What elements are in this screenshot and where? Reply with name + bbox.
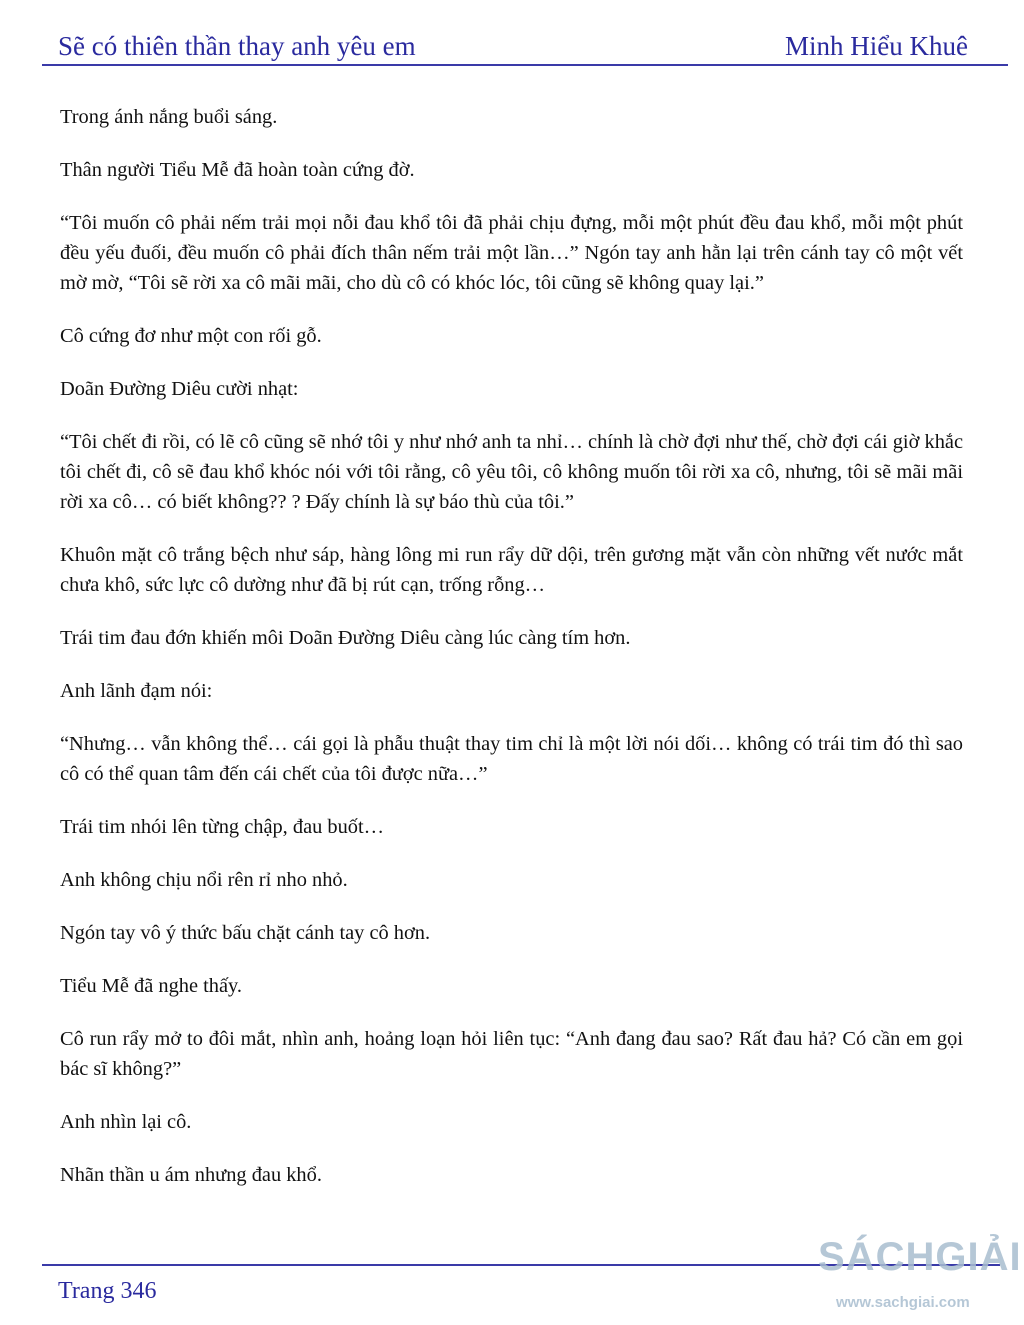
paragraph: Thân người Tiểu Mễ đã hoàn toàn cứng đờ. (60, 159, 415, 181)
site-watermark (810, 1222, 1024, 1322)
paragraph: Trong ánh nắng buổi sáng. (60, 106, 278, 128)
page-number: Trang 346 (58, 1278, 157, 1304)
paragraph: Cô cứng đơ như một con rối gỗ. (60, 325, 322, 347)
paragraph: Trái tim nhói lên từng chập, đau buốt… (60, 816, 385, 838)
paragraph: “Tôi chết đi rồi, có lẽ cô cũng sẽ nhớ tôi y như nhớ anh ta nhỉ… chính là chờ đợi như thế, chờ đợi cái giờ khắc tôi chết đi, cô sẽ đau khổ khóc nói với tôi rằng, cô yêu tôi, cô không muốn tôi rời xa cô, nhưng, tôi sẽ mãi mãi rời xa cô… có biết không?? ? Đấy chính là sự báo thù của tôi.” (60, 431, 963, 513)
header-divider (42, 64, 1008, 66)
paragraph: Cô run rẩy mở to đôi mắt, nhìn anh, hoảng loạn hỏi liên tục: “Anh đang đau sao? Rất đau hả? Có cần em gọi bác sĩ không?” (60, 1028, 963, 1080)
watermark-url: www.sachgiai.com (836, 1294, 970, 1311)
paragraph: Doãn Đường Diêu cười nhạt: (60, 378, 299, 400)
watermark-logo: SÁCHGIẢI (818, 1235, 1022, 1279)
paragraph: Anh không chịu nổi rên rỉ nho nhỏ. (60, 869, 348, 891)
paragraph: Nhãn thần u ám nhưng đau khổ. (60, 1164, 322, 1186)
paragraph: Khuôn mặt cô trắng bệch như sáp, hàng lông mi run rẩy dữ dội, trên gương mặt vẫn còn những vết nước mắt chưa khô, sức lực cô dường như đã bị rút cạn, trống rỗng… (60, 544, 963, 596)
paragraph: “Tôi muốn cô phải nếm trải mọi nỗi đau khổ tôi đã phải chịu đựng, mỗi một phút đều đau khổ, mỗi một phút đều yếu đuối, đều muốn cô phải đích thân nếm trải một lần…” Ngón tay anh hằn lại trên cánh tay cô một vết mờ mờ, “Tôi sẽ rời xa cô mãi mãi, cho dù cô có khóc lóc, tôi cũng sẽ không quay lại.” (60, 212, 963, 294)
paragraph: Trái tim đau đớn khiến môi Doãn Đường Diêu càng lúc càng tím hơn. (60, 627, 631, 649)
paragraph: Anh nhìn lại cô. (60, 1111, 192, 1133)
paragraph: Ngón tay vô ý thức bấu chặt cánh tay cô hơn. (60, 922, 431, 944)
book-title: Sẽ có thiên thần thay anh yêu em (58, 31, 416, 61)
paragraph: Tiểu Mễ đã nghe thấy. (60, 975, 242, 997)
paragraph: “Nhưng… vẫn không thể… cái gọi là phẫu thuật thay tim chỉ là một lời nói dối… không có trái tim đó thì sao cô có thể quan tâm đến cái chết của tôi được nữa…” (60, 733, 963, 785)
page-body (60, 102, 963, 1213)
paragraph: Anh lãnh đạm nói: (60, 680, 213, 702)
page-header (58, 26, 968, 62)
book-author: Minh Hiểu Khuê (785, 31, 968, 61)
